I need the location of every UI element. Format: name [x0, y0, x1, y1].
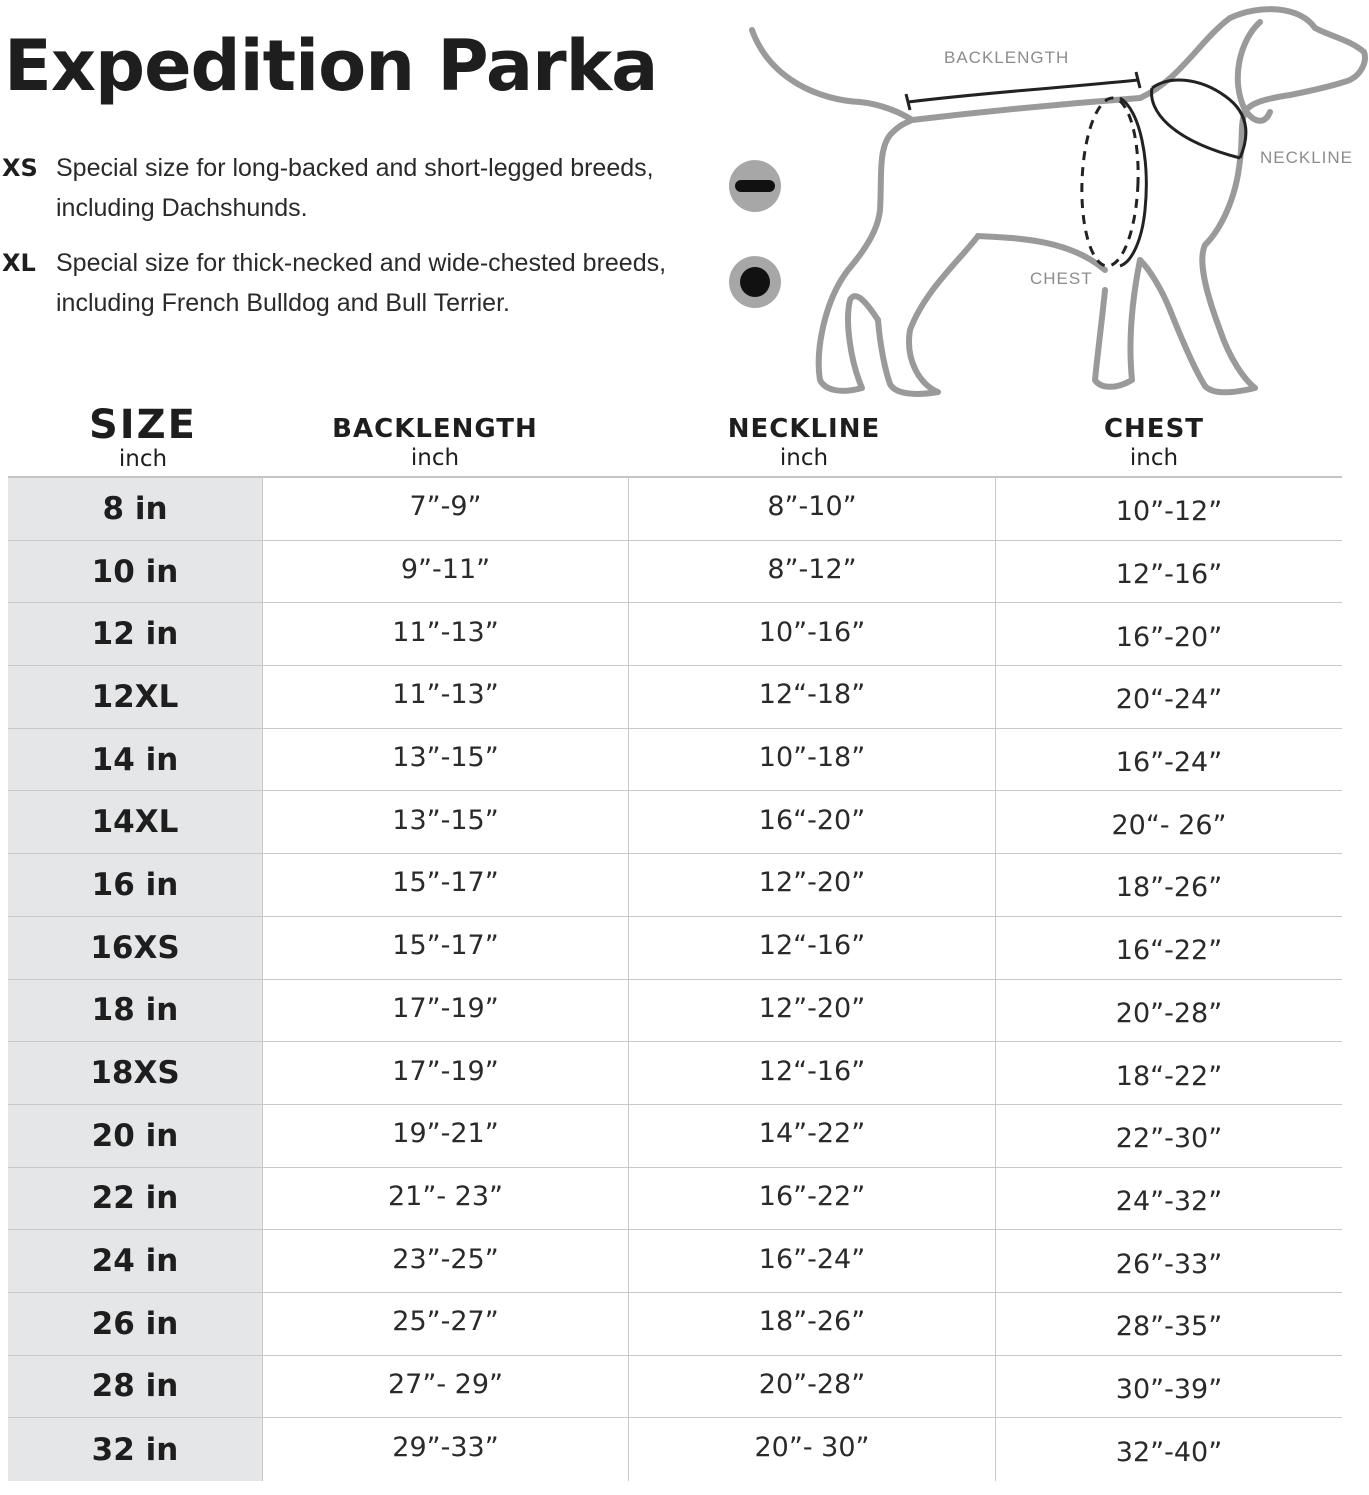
header-size: SIZE inch: [88, 402, 198, 472]
table-row: [8, 1105, 1342, 1168]
size-cell: 14XL: [8, 791, 262, 853]
size-cell: 26 in: [8, 1293, 262, 1355]
table-row: [8, 478, 1342, 541]
note-xl: [0, 243, 700, 323]
table-row: [8, 666, 1342, 729]
chest-cell: 30”-39”: [995, 1356, 1342, 1418]
neckline-cell: 10”-18”: [628, 729, 995, 791]
backlength-cell: 11”-13”: [262, 603, 628, 665]
neckline-cell: 12”-20”: [628, 980, 995, 1042]
neckline-cell: 16”-24”: [628, 1230, 995, 1292]
table-row: [8, 1230, 1342, 1293]
size-cell: 16XS: [8, 917, 262, 979]
dot-circle-icon: [729, 256, 781, 308]
size-cell: 28 in: [8, 1356, 262, 1418]
backlength-cell: 23”-25”: [262, 1230, 628, 1292]
dog-measurement-diagram: [700, 0, 1369, 405]
backlength-cell: 11”-13”: [262, 666, 628, 728]
backlength-cell: 15”-17”: [262, 917, 628, 979]
table-row: [8, 541, 1342, 604]
header-backlength: BACKLENGTH inch: [332, 414, 538, 471]
chest-cell: 10”-12”: [995, 478, 1342, 540]
table-row: [8, 1042, 1342, 1105]
table-row: [8, 603, 1342, 666]
size-cell: 14 in: [8, 729, 262, 791]
neckline-cell: 18”-26”: [628, 1293, 995, 1355]
chest-cell: 16”-20”: [995, 603, 1342, 665]
backlength-cell: 13”-15”: [262, 729, 628, 791]
neckline-cell: 14”-22”: [628, 1105, 995, 1167]
size-cell: 20 in: [8, 1105, 262, 1167]
chest-cell: 20“-24”: [995, 666, 1342, 728]
size-cell: 12 in: [8, 603, 262, 665]
table-row: [8, 1293, 1342, 1356]
size-cell: 22 in: [8, 1168, 262, 1230]
header-neckline: NECKLINE inch: [727, 414, 881, 471]
table-row: [8, 1418, 1342, 1481]
size-cell: 12XL: [8, 666, 262, 728]
backlength-cell: 9”-11”: [262, 541, 628, 603]
size-cell: 8 in: [8, 478, 262, 540]
backlength-cell: 21”- 23”: [262, 1168, 628, 1230]
chest-cell: 16“-22”: [995, 917, 1342, 979]
chest-cell: 18“-22”: [995, 1042, 1342, 1104]
backlength-cell: 19”-21”: [262, 1105, 628, 1167]
backlength-cell: 15”-17”: [262, 854, 628, 916]
chest-label: CHEST: [1030, 269, 1093, 288]
table-row: [8, 1356, 1342, 1419]
note-xs: [0, 148, 700, 228]
neckline-cell: 12“-16”: [628, 1042, 995, 1104]
chest-cell: 16”-24”: [995, 729, 1342, 791]
note-text: Special size for long-backed and short-legged breeds, including Dachshunds.: [56, 154, 654, 222]
backlength-cell: 13”-15”: [262, 791, 628, 853]
note-code: XS: [2, 154, 38, 182]
table-row: [8, 980, 1342, 1043]
backlength-cell: 7”-9”: [262, 478, 628, 540]
neckline-cell: 12”-20”: [628, 854, 995, 916]
chest-cell: 12”-16”: [995, 541, 1342, 603]
dash-circle-icon: [729, 160, 781, 212]
size-cell: 18XS: [8, 1042, 262, 1104]
backlength-cell: 17”-19”: [262, 1042, 628, 1104]
note-text: Special size for thick-necked and wide-chested breeds, including French Bulldog and Bull Terrier.: [56, 249, 667, 317]
chest-cell: 22”-30”: [995, 1105, 1342, 1167]
neckline-label: NECKLINE: [1260, 148, 1354, 167]
table-row: [8, 854, 1342, 917]
backlength-cell: 17”-19”: [262, 980, 628, 1042]
neckline-cell: 20”- 30”: [628, 1418, 995, 1481]
backlength-label: BACKLENGTH: [944, 48, 1070, 67]
neckline-cell: 8”-10”: [628, 478, 995, 540]
chest-cell: 18”-26”: [995, 854, 1342, 916]
backlength-cell: 27”- 29”: [262, 1356, 628, 1418]
table-row: [8, 791, 1342, 854]
chest-cell: 32”-40”: [995, 1418, 1342, 1481]
backlength-cell: 25”-27”: [262, 1293, 628, 1355]
backlength-cell: 29”-33”: [262, 1418, 628, 1481]
size-cell: 10 in: [8, 541, 262, 603]
neckline-cell: 10”-16”: [628, 603, 995, 665]
table-row: [8, 729, 1342, 792]
chest-cell: 28”-35”: [995, 1293, 1342, 1355]
neckline-cell: 16“-20”: [628, 791, 995, 853]
size-cell: 24 in: [8, 1230, 262, 1292]
chest-cell: 26”-33”: [995, 1230, 1342, 1292]
size-cell: 18 in: [8, 980, 262, 1042]
neckline-cell: 12“-18”: [628, 666, 995, 728]
page-title: Expedition Parka: [4, 25, 658, 107]
legend-icons: [728, 155, 784, 315]
size-table: [8, 478, 1342, 1481]
table-row: [8, 1168, 1342, 1231]
chest-cell: 20“- 26”: [995, 791, 1342, 853]
neckline-cell: 8”-12”: [628, 541, 995, 603]
note-code: XL: [2, 249, 36, 277]
chest-cell: 24”-32”: [995, 1168, 1342, 1230]
header-chest: CHEST inch: [1103, 414, 1205, 471]
neckline-cell: 12“-16”: [628, 917, 995, 979]
size-cell: 16 in: [8, 854, 262, 916]
neckline-cell: 20”-28”: [628, 1356, 995, 1418]
size-cell: 32 in: [8, 1418, 262, 1481]
table-row: [8, 917, 1342, 980]
chest-cell: 20”-28”: [995, 980, 1342, 1042]
neckline-cell: 16”-22”: [628, 1168, 995, 1230]
